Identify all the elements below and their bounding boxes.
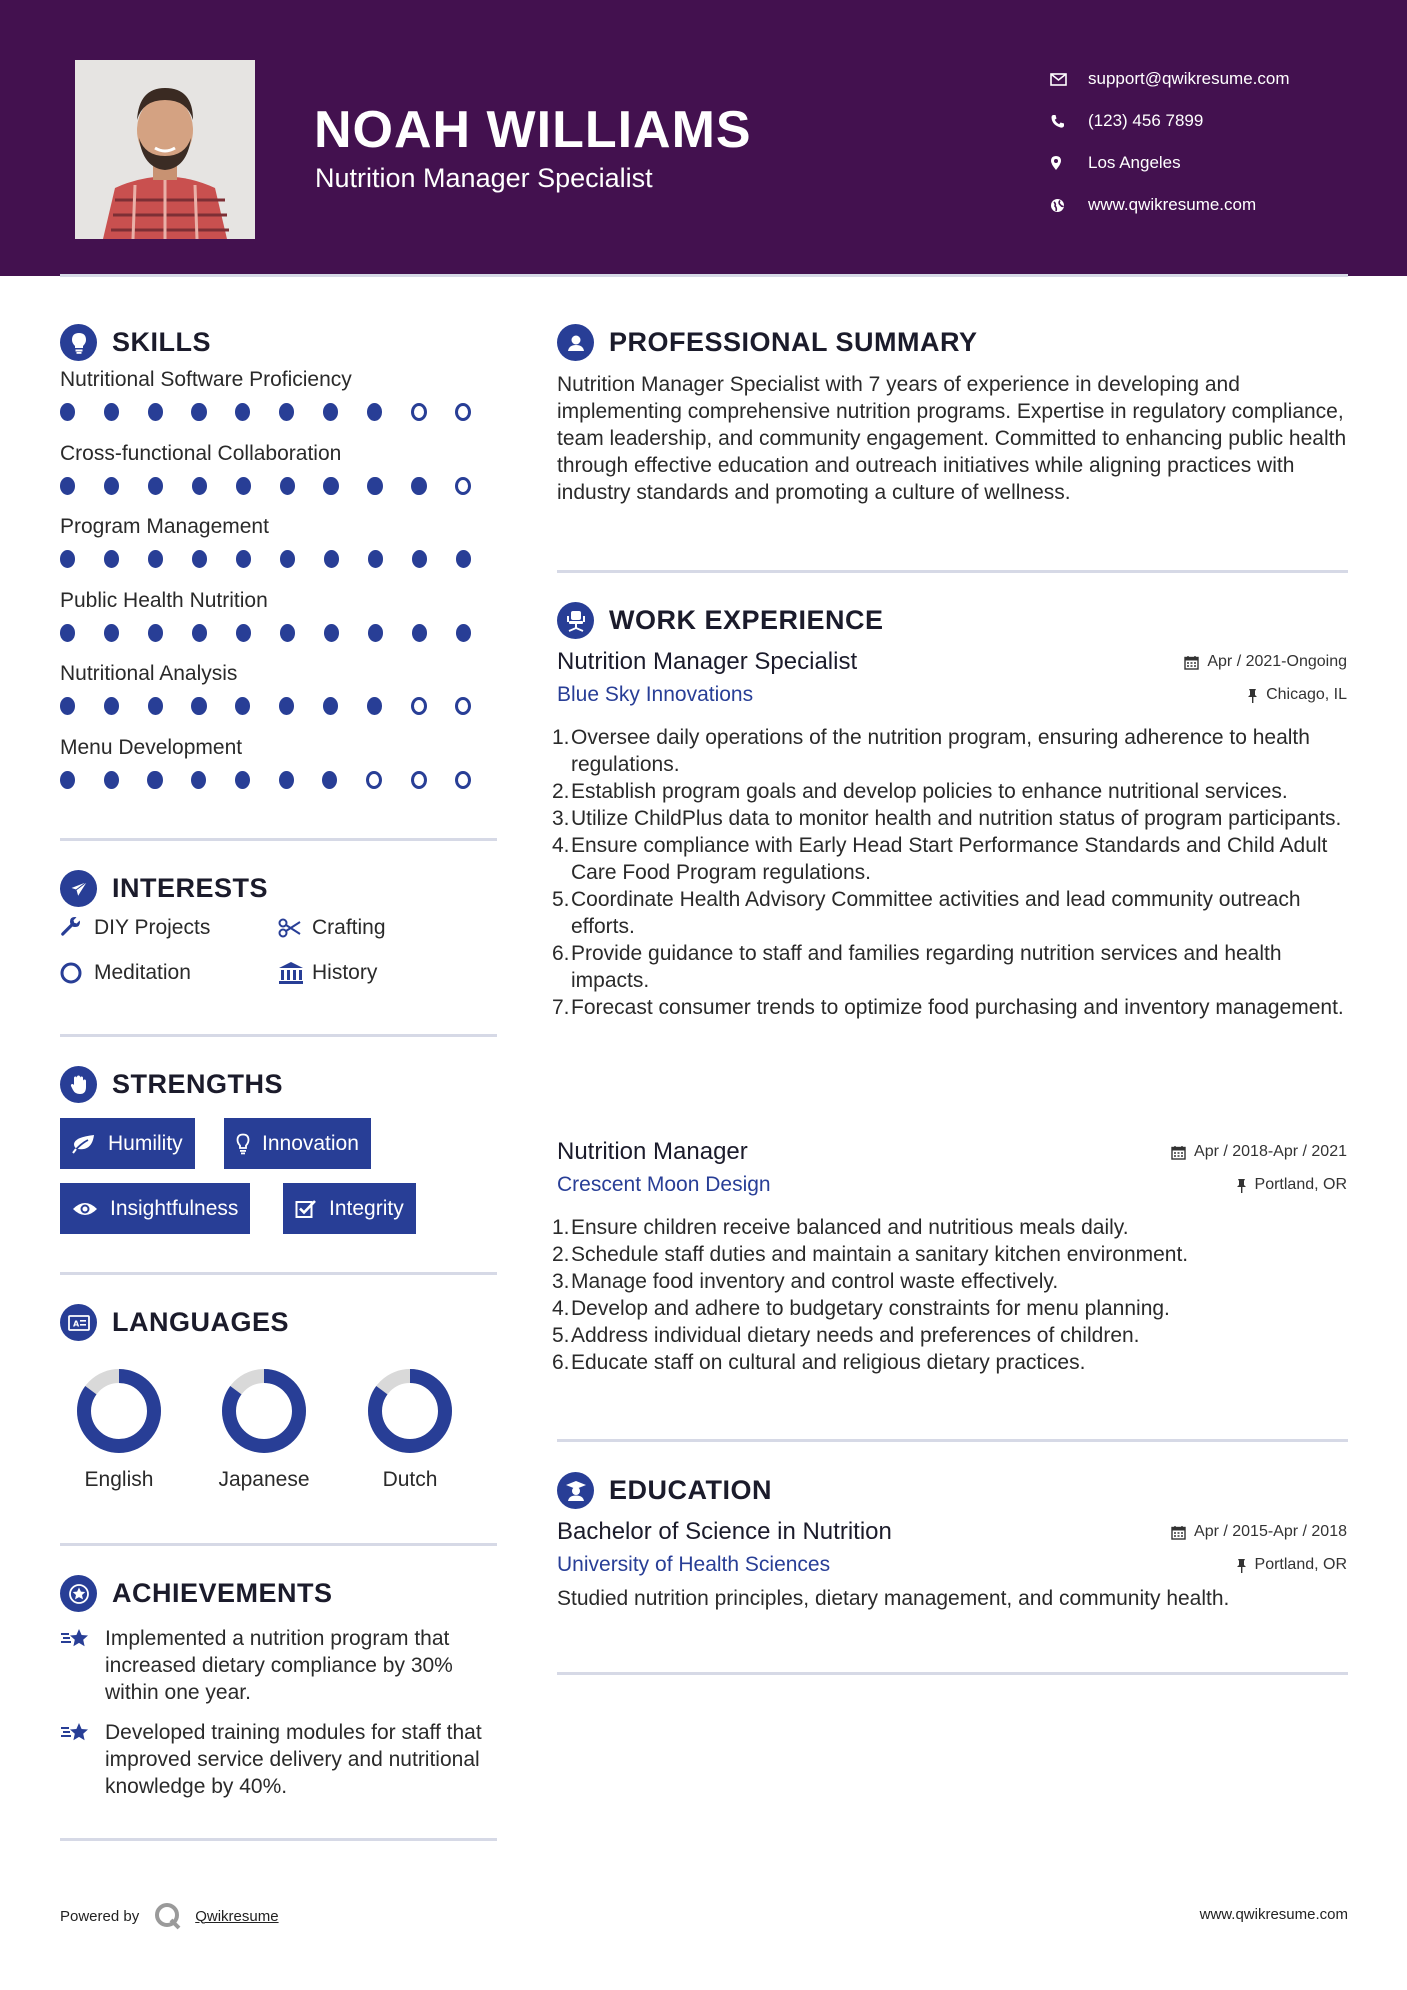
rating-dot-filled [323,403,338,421]
task-text: Provide guidance to staff and families regarding nutrition services and health impacts. [571,942,1282,992]
calendar-icon [1171,1525,1186,1540]
rating-dot-filled [412,550,427,568]
skill-rating [60,550,500,568]
task-item [552,1295,1347,1322]
resume-header [0,0,1407,276]
task-text: Schedule staff duties and maintain a sanitary kitchen environment. [571,1243,1189,1266]
task-number: 4. [552,834,570,857]
paper-plane-icon [60,870,97,907]
task-text: Develop and adhere to budgetary constraints for menu planning. [571,1297,1170,1320]
task-item [552,1349,1347,1376]
lightbulb-icon [60,324,97,361]
header-divider [60,274,1348,277]
rating-dot-filled [148,550,163,568]
skill-item [60,662,500,736]
languages-divider [60,1543,497,1546]
skill-rating [60,624,500,642]
achievements-title: ACHIEVEMENTS [112,1578,333,1608]
rating-dot-empty [411,697,427,715]
strength-label: Innovation [262,1131,359,1155]
language-donut [221,1368,307,1454]
rating-dot-filled [104,697,119,715]
task-item [552,886,1347,940]
rating-dot-filled [323,477,338,495]
rating-dot-filled [280,550,295,568]
achievement-item [60,1625,500,1706]
task-item [552,832,1347,886]
skill-rating [60,771,500,789]
strength-tag [60,1118,195,1169]
rating-dot-filled [236,477,251,495]
task-number: 2. [552,1243,570,1266]
task-text: Establish program goals and develop policies to enhance nutritional services. [571,780,1288,803]
contact-location-text: Los Angeles [1088,153,1181,172]
languages-title: LANGUAGES [112,1307,290,1337]
summary-text: Nutrition Manager Specialist with 7 years of experience in developing and implementing comprehensive nutrition programs. Expertise in regulatory compliance, team leadership, and community engagement. Committed to enhancing public health through effective education and outreach initiatives while aligning practices with industry standards and promoting a culture of wellness. [557,373,1347,504]
language-label: Japanese [218,1468,310,1491]
rating-dot-filled [104,771,119,789]
scissors-icon [278,918,312,938]
strength-label: Humility [108,1131,183,1155]
rating-dot-filled [456,550,471,568]
task-text: Ensure compliance with Early Head Start Performance Standards and Child Adult Care Food Program regulations. [571,834,1328,884]
footer-powered [60,1902,279,1930]
strengths-divider [60,1272,497,1275]
summary-heading [557,324,978,361]
job-entry [552,648,1347,1021]
job-dates-text: Apr / 2018-Apr / 2021 [1194,1143,1347,1160]
rating-dot-filled [324,624,339,642]
star-badge-icon [60,1575,97,1612]
task-item [552,994,1347,1021]
education-heading [557,1472,772,1509]
education-description: Studied nutrition principles, dietary management, and community health. [557,1587,1230,1610]
skills-heading [60,324,211,361]
summary-title: PROFESSIONAL SUMMARY [609,327,978,357]
achievement-text: Implemented a nutrition program that increased dietary compliance by 30% within one year. [105,1627,453,1704]
job-title: Nutrition Manager Specialist [557,648,858,675]
skill-item [60,368,500,442]
rating-dot-filled [60,550,75,568]
rating-dot-filled [192,477,207,495]
rating-dot-filled [60,403,75,421]
interests-heading [60,870,268,907]
job-location-text: Chicago, IL [1266,686,1347,703]
task-number: 2. [552,780,570,803]
graduate-icon [557,1472,594,1509]
summary-divider [557,570,1348,573]
skill-item [60,442,500,516]
interest-label: History [312,961,378,984]
calendar-icon [1171,1145,1186,1160]
job-location [1236,1176,1347,1194]
rating-dot-filled [192,624,207,642]
rating-dot-filled [279,403,294,421]
task-item [552,1268,1347,1295]
rating-dot-filled [60,477,75,495]
interest-item [278,916,386,940]
task-number: 6. [552,1351,570,1374]
rating-dot-filled [191,403,206,421]
job-tasks [552,724,1347,1021]
rating-dot-filled [104,550,119,568]
pushpin-icon [1247,688,1258,703]
task-number: 7. [552,996,570,1019]
skill-item [60,736,500,810]
skill-name: Nutritional Software Proficiency [60,368,352,391]
task-text: Forecast consumer trends to optimize food purchasing and inventory management. [571,996,1344,1019]
profile-photo [75,60,255,239]
contact-website-text: www.qwikresume.com [1088,195,1257,214]
task-number: 4. [552,1297,570,1320]
office-chair-icon [557,602,594,639]
education-dates [1171,1523,1347,1541]
contact-email-text: support@qwikresume.com [1088,69,1290,88]
strength-tag [224,1118,371,1169]
strength-tag [283,1183,416,1234]
experience-heading [557,602,884,639]
achievements-heading [60,1575,333,1612]
footer-url[interactable]: www.qwikresume.com [1199,1906,1348,1923]
powered-by-text: Powered by [60,1907,140,1925]
rating-dot-filled [235,771,250,789]
rating-dot-filled [279,771,294,789]
job-title: Nutrition Manager [557,1138,748,1165]
school-name: University of Health Sciences [557,1553,831,1576]
rating-dot-filled [324,550,339,568]
language-card-icon [60,1304,97,1341]
rating-dot-empty [455,771,471,789]
language-label: Dutch [382,1468,438,1491]
rating-dot-empty [366,771,382,789]
rating-dot-filled [236,550,251,568]
interests-title: INTERESTS [112,873,269,903]
degree-title: Bachelor of Science in Nutrition [557,1518,892,1545]
rating-dot-filled [368,550,383,568]
job-entry [552,1138,1347,1376]
language-label: English [84,1468,154,1491]
education-dates-text: Apr / 2015-Apr / 2018 [1194,1523,1347,1540]
skill-rating [60,403,500,421]
education-title: EDUCATION [609,1475,772,1505]
strengths-heading [60,1066,283,1103]
pushpin-icon [1236,1178,1247,1193]
task-number: 3. [552,807,570,830]
pushpin-icon [1236,1558,1247,1573]
phone-icon [1050,114,1088,129]
company-name: Blue Sky Innovations [557,683,754,706]
museum-icon [278,961,312,985]
rating-dot-filled [104,624,119,642]
skill-name: Nutritional Analysis [60,662,238,685]
task-item [552,724,1347,778]
achievement-item [60,1719,500,1800]
task-item [552,940,1347,994]
interest-item [278,961,377,985]
skill-name: Cross-functional Collaboration [60,441,342,465]
hand-icon [60,1066,97,1103]
skill-item [60,589,500,663]
interest-item [60,961,191,985]
experience-title: WORK EXPERIENCE [609,605,884,635]
job-dates [1171,1143,1347,1161]
task-text: Coordinate Health Advisory Committee activities and lead community outreach efforts. [571,888,1301,938]
job-location [1247,686,1347,704]
task-text: Address individual dietary needs and preferences of children. [571,1324,1140,1347]
rating-dot-filled [235,403,250,421]
rating-dot-empty [455,403,471,421]
contact-location [1050,142,1370,184]
rating-dot-filled [280,624,295,642]
rating-dot-filled [235,697,250,715]
rating-dot-filled [412,624,427,642]
strength-tag [60,1183,250,1234]
skill-rating [60,477,500,495]
rating-dot-filled [191,771,206,789]
globe-icon [1050,198,1088,213]
task-item [552,1322,1347,1349]
rating-dot-filled [191,697,206,715]
rating-dot-filled [104,477,119,495]
achievement-text: Developed training modules for staff that improved service delivery and nutritional knowledge by 40%. [105,1721,482,1798]
job-tasks [552,1214,1347,1376]
education-entry [557,1518,1347,1612]
map-pin-icon [1050,155,1088,171]
task-text: Ensure children receive balanced and nutritious meals daily. [571,1216,1129,1239]
envelope-icon [1050,73,1088,86]
task-number: 5. [552,888,570,911]
eye-icon [72,1201,98,1217]
task-number: 3. [552,1270,570,1293]
qwikresume-link[interactable]: Qwikresume [195,1907,279,1925]
skill-name: Public Health Nutrition [60,588,268,612]
education-location [1236,1556,1347,1574]
job-dates-text: Apr / 2021-Ongoing [1207,653,1347,670]
wrench-icon [60,917,94,939]
user-icon [557,324,594,361]
task-text: Manage food inventory and control waste effectively. [571,1270,1059,1293]
education-divider [557,1672,1348,1675]
candidate-name: NOAH WILLIAMS [314,101,752,159]
rating-dot-filled [368,624,383,642]
task-number: 6. [552,942,570,965]
rating-dot-empty [455,697,471,715]
rating-dot-filled [148,477,163,495]
rating-dot-filled [456,624,471,642]
rating-dot-filled [367,477,382,495]
star-icon [60,1719,105,1800]
interest-label: Crafting [312,916,386,939]
contact-website[interactable] [1050,184,1370,226]
rating-dot-filled [280,477,295,495]
task-item [552,1214,1347,1241]
skills-divider [60,838,497,841]
rating-dot-filled [322,771,337,789]
svg-text:A: A [72,1319,79,1328]
task-number: 5. [552,1324,570,1347]
task-item [552,1241,1347,1268]
company-name: Crescent Moon Design [557,1173,771,1196]
experience-divider [557,1439,1348,1442]
leaf-icon [72,1134,96,1154]
contact-phone-text: (123) 456 7899 [1088,111,1204,130]
skills-title: SKILLS [112,327,212,357]
rating-dot-empty [411,771,427,789]
rating-dot-filled [367,403,382,421]
job-location-text: Portland, OR [1254,1176,1347,1193]
skills-list [60,368,500,809]
qwikresume-logo-icon [153,1902,183,1930]
rating-dot-filled [147,771,162,789]
skill-item [60,515,500,589]
language-item [194,1368,334,1492]
strength-label: Integrity [329,1196,404,1220]
language-donut [76,1368,162,1454]
rating-dot-filled [236,624,251,642]
task-number: 1. [552,726,570,749]
languages-heading [60,1304,289,1341]
task-text: Educate staff on cultural and religious dietary practices. [571,1351,1086,1374]
education-location-text: Portland, OR [1254,1556,1347,1573]
task-item [552,778,1347,805]
contact-email[interactable] [1050,58,1370,100]
check-square-icon [295,1199,317,1219]
rating-dot-filled [60,624,75,642]
task-text: Utilize ChildPlus data to monitor health and nutrition status of program participants. [571,807,1342,830]
rating-dot-filled [148,624,163,642]
language-item [49,1368,189,1492]
language-donut [367,1368,453,1454]
rating-dot-filled [411,477,426,495]
interest-item [60,916,210,940]
rating-dot-filled [367,697,382,715]
rating-dot-filled [323,697,338,715]
strength-label: Insightfulness [110,1196,239,1220]
strengths-title: STRENGTHS [112,1069,284,1099]
rating-dot-filled [104,403,119,421]
calendar-icon [1184,655,1199,670]
circle-icon [60,962,94,984]
task-number: 1. [552,1216,570,1239]
rating-dot-filled [148,697,163,715]
rating-dot-empty [411,403,427,421]
interest-label: DIY Projects [94,916,211,939]
rating-dot-empty [455,477,471,495]
language-item [340,1368,480,1492]
task-text: Oversee daily operations of the nutrition program, ensuring adherence to health regulations. [571,726,1310,776]
rating-dot-filled [60,697,75,715]
contact-phone[interactable] [1050,100,1370,142]
task-item [552,805,1347,832]
achievements-divider [60,1838,497,1841]
rating-dot-filled [192,550,207,568]
skill-name: Program Management [60,515,269,538]
contact-list [1050,58,1370,226]
candidate-title: Nutrition Manager Specialist [315,163,653,193]
rating-dot-filled [279,697,294,715]
rating-dot-filled [60,771,75,789]
lightbulb-icon [236,1133,250,1155]
skill-name: Menu Development [60,735,243,759]
interest-label: Meditation [94,961,191,984]
interests-divider [60,1034,497,1037]
job-dates [1184,653,1347,671]
rating-dot-filled [148,403,163,421]
skill-rating [60,697,500,715]
star-icon [60,1625,105,1706]
